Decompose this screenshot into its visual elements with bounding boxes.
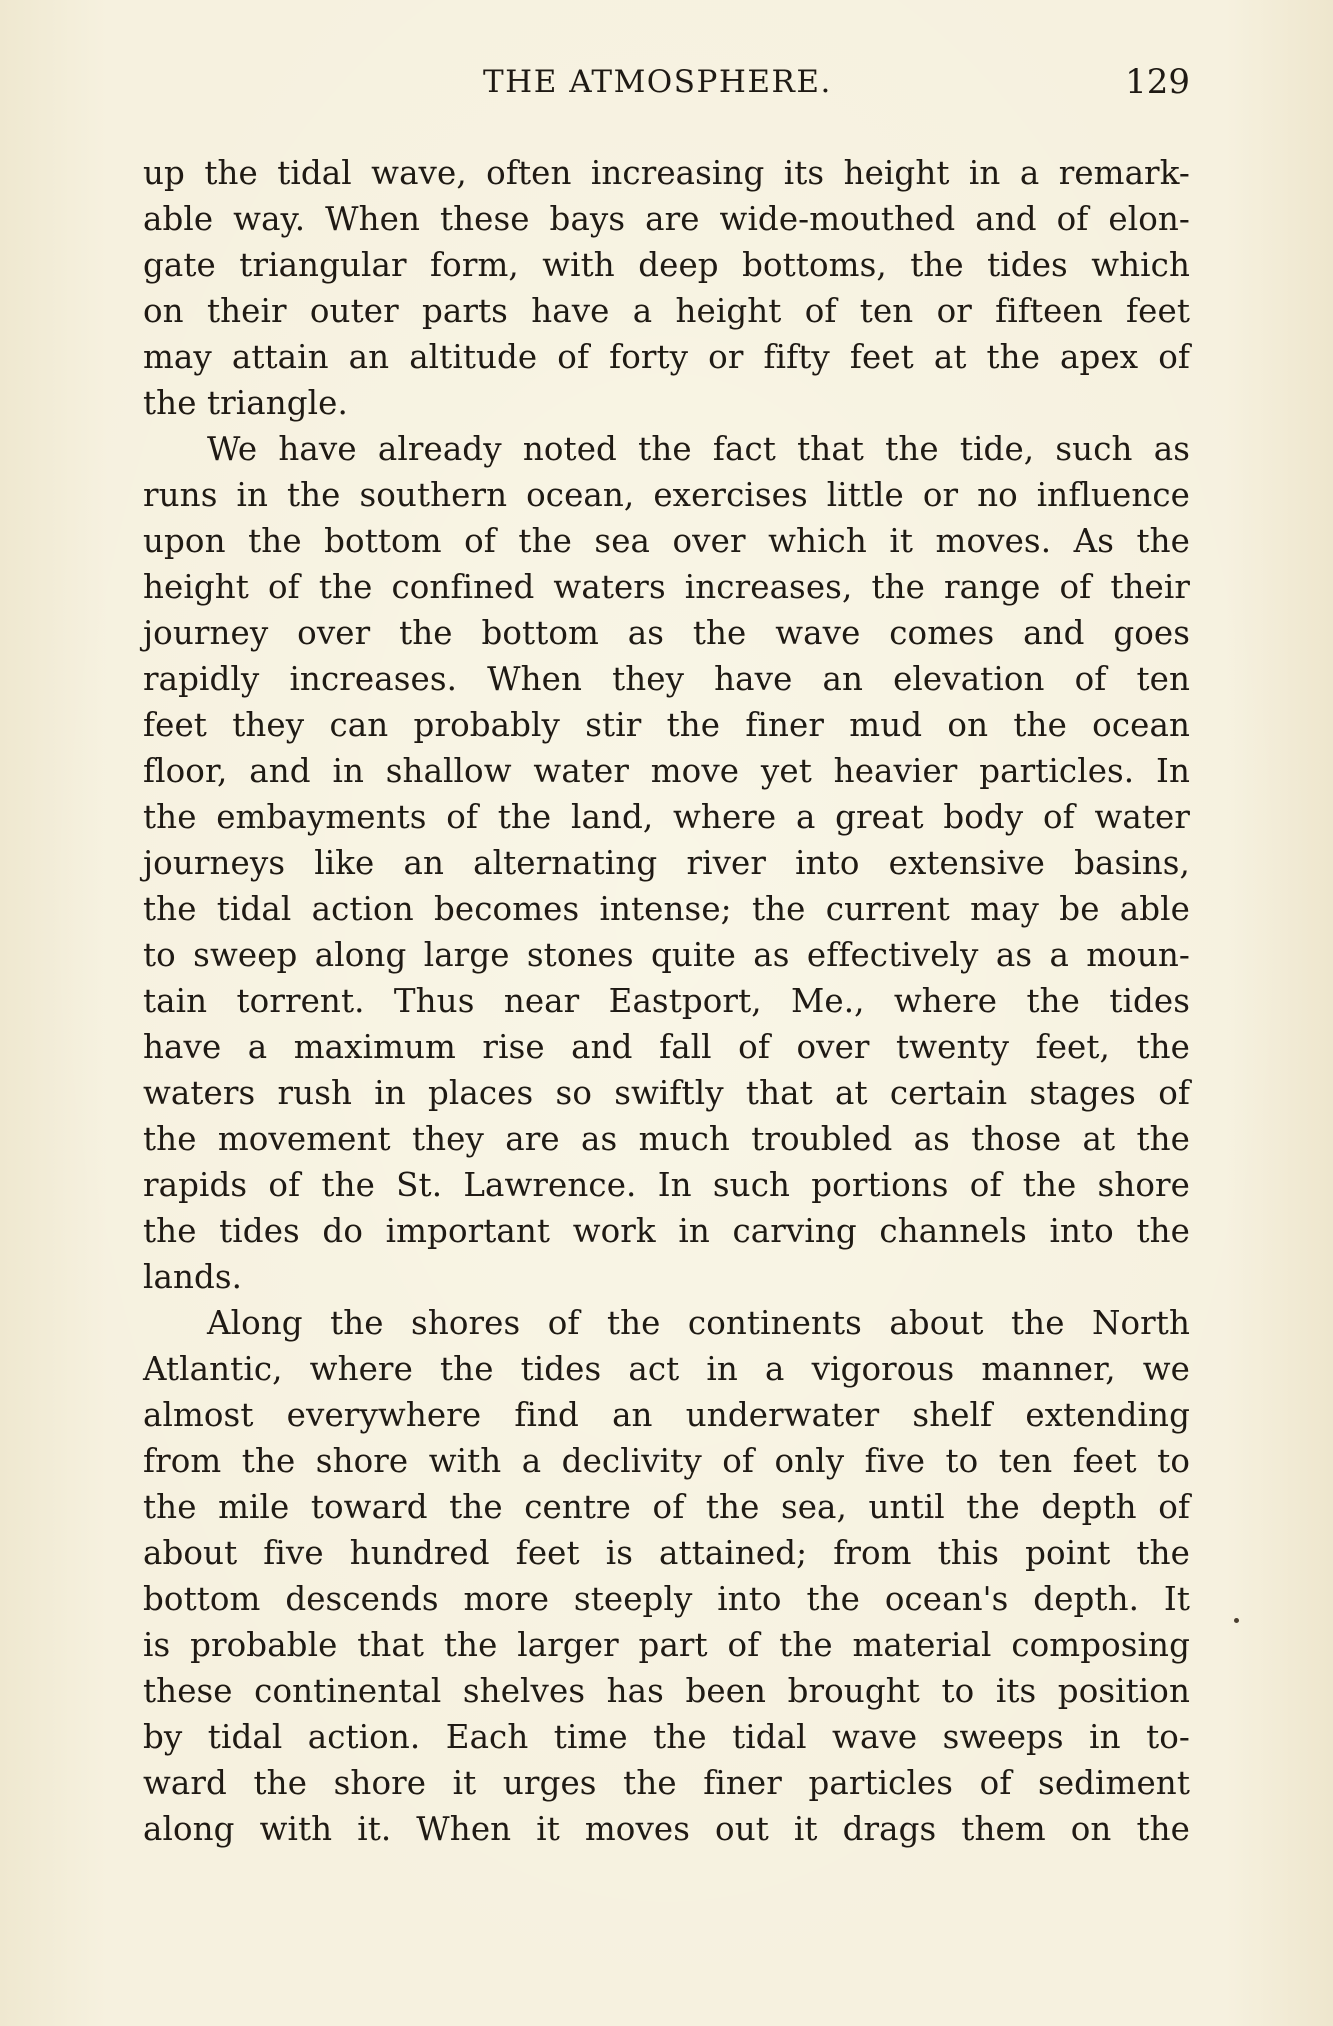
text-line: the tidal action becomes intense; the current may be able bbox=[143, 890, 1190, 928]
text-line: Along the shores of the continents about the North bbox=[207, 1304, 1190, 1342]
text-line: feet they can probably stir the finer mud on the ocean bbox=[143, 706, 1190, 744]
ink-speck bbox=[1234, 1618, 1239, 1623]
text-line: to sweep along large stones quite as effectively as a moun- bbox=[143, 936, 1190, 974]
text-line: journeys like an alternating river into extensive basins, bbox=[143, 844, 1190, 882]
text-line: about five hundred feet is attained; from this point the bbox=[143, 1534, 1190, 1572]
text-line: is probable that the larger part of the material composing bbox=[143, 1626, 1190, 1664]
text-line: from the shore with a declivity of only five to ten feet to bbox=[143, 1442, 1190, 1480]
body-text bbox=[143, 150, 1190, 1852]
text-line: floor, and in shallow water move yet heavier particles. In bbox=[143, 752, 1190, 790]
text-line: by tidal action. Each time the tidal wave sweeps in to- bbox=[143, 1718, 1190, 1756]
text-line: ward the shore it urges the finer particles of sediment bbox=[143, 1764, 1190, 1802]
running-title: THE ATMOSPHERE. bbox=[483, 64, 832, 100]
text-line: lands. bbox=[143, 1258, 243, 1296]
text-line: up the tidal wave, often increasing its height in a remark- bbox=[143, 154, 1190, 192]
text-line: along with it. When it moves out it drags them on the bbox=[143, 1810, 1190, 1848]
text-line: the triangle. bbox=[143, 384, 348, 422]
text-line: the embayments of the land, where a great body of water bbox=[143, 798, 1190, 836]
text-line: rapidly increases. When they have an elevation of ten bbox=[143, 660, 1190, 698]
text-line: tain torrent. Thus near Eastport, Me., where the tides bbox=[143, 982, 1190, 1020]
text-line: runs in the southern ocean, exercises little or no influence bbox=[143, 476, 1190, 514]
text-line: may attain an altitude of forty or fifty feet at the apex of bbox=[143, 338, 1190, 376]
text-line: the movement they are as much troubled as those at the bbox=[143, 1120, 1190, 1158]
text-line: bottom descends more steeply into the ocean's depth. It bbox=[143, 1580, 1190, 1618]
running-header bbox=[143, 62, 1190, 112]
text-line: journey over the bottom as the wave comes and goes bbox=[143, 614, 1190, 652]
text-line: almost everywhere find an underwater shelf extending bbox=[143, 1396, 1190, 1434]
text-line: height of the confined waters increases, the range of their bbox=[143, 568, 1190, 606]
text-line: upon the bottom of the sea over which it moves. As the bbox=[143, 522, 1190, 560]
text-line: waters rush in places so swiftly that at certain stages of bbox=[143, 1074, 1190, 1112]
text-line: the mile toward the centre of the sea, until the depth of bbox=[143, 1488, 1190, 1526]
text-line: rapids of the St. Lawrence. In such portions of the shore bbox=[143, 1166, 1190, 1204]
text-line: the tides do important work in carving channels into the bbox=[143, 1212, 1190, 1250]
text-line: these continental shelves has been brought to its position bbox=[143, 1672, 1190, 1710]
text-line: have a maximum rise and fall of over twenty feet, the bbox=[143, 1028, 1190, 1066]
text-line: Atlantic, where the tides act in a vigorous manner, we bbox=[143, 1350, 1190, 1388]
text-line: We have already noted the fact that the tide, such as bbox=[207, 430, 1190, 468]
text-line: gate triangular form, with deep bottoms, the tides which bbox=[143, 246, 1190, 284]
text-line: able way. When these bays are wide-mouthed and of elon- bbox=[143, 200, 1190, 238]
page-number: 129 bbox=[1125, 62, 1190, 102]
text-line: on their outer parts have a height of ten or fifteen feet bbox=[143, 292, 1190, 330]
